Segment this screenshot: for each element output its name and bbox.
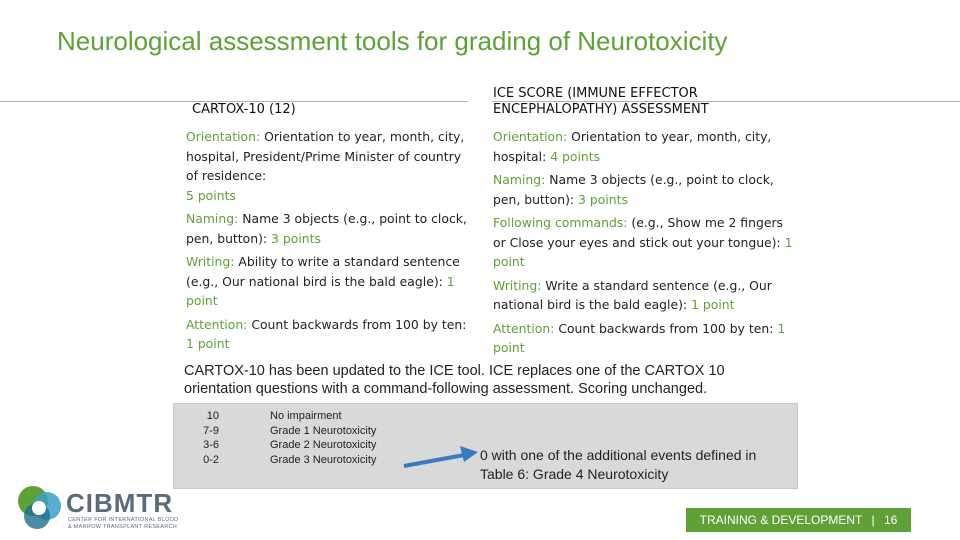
criterion-label: Naming: (186, 211, 239, 226)
logo-tagline-line: & MARROW TRANSPLANT RESEARCH (68, 524, 178, 530)
cartox-writing (186, 252, 473, 311)
criterion-text: Orientation to year, month, city, hospital: (493, 129, 772, 164)
ice-following-commands (493, 213, 793, 272)
criterion-points: 5 points (186, 187, 236, 203)
grade-label: Grade 1 Neurotoxicity (270, 424, 377, 437)
criterion-points: 1 point (186, 273, 455, 308)
grade-label: Grade 2 Neurotoxicity (270, 439, 377, 451)
ice-attention (493, 319, 793, 358)
criterion-points: 1 point (493, 234, 793, 269)
grade-label: No impairment (270, 410, 342, 422)
criterion-text: Count backwards from 100 by ten: (554, 320, 778, 336)
cartox-naming (186, 209, 473, 248)
criterion-label: Following commands: (493, 215, 628, 230)
criterion-points: 3 points (271, 230, 321, 246)
criterion-label: Naming: (493, 172, 546, 187)
score-list (195, 409, 219, 467)
criterion-points: 1 point (493, 320, 786, 355)
score-value: 0-2 (203, 453, 219, 466)
score-value: 7-9 (203, 424, 219, 437)
criterion-label: Attention: (493, 320, 555, 336)
cartox-criteria (186, 127, 473, 358)
score-value: 10 (206, 410, 219, 422)
criterion-label: Orientation: (493, 129, 568, 144)
logo-wordmark: CIBMTR (66, 488, 174, 518)
criterion-text: Count backwards from 100 by ten: (247, 316, 467, 332)
criterion-label: Writing: (493, 277, 542, 293)
criterion-label: Attention: (186, 316, 248, 332)
cartox-heading: CARTOX-10 (12) (192, 102, 296, 117)
ice-criteria (493, 127, 793, 362)
footer-label: TRAINING & DEVELOPMENT (699, 513, 863, 527)
cartox-attention (186, 315, 473, 354)
criterion-text: Name 3 objects (e.g., point to clock, pen, button): (186, 211, 467, 246)
criterion-label: Writing: (186, 254, 235, 269)
criterion-text: (e.g., Show me 2 fingers or Close your eyes and stick out your tongue): (493, 215, 785, 250)
score-value: 3-6 (203, 439, 219, 451)
footer-separator: | (871, 513, 875, 527)
ice-naming (493, 170, 793, 209)
criterion-points: 4 points (550, 148, 601, 164)
grade-list (270, 409, 376, 467)
criterion-points: 1 point (186, 336, 230, 351)
slide-title: Neurological assessment tools for grading of Neurotoxicity (57, 26, 728, 56)
logo-tagline (68, 517, 178, 531)
criterion-points: 3 points (578, 191, 628, 207)
criterion-text: Ability to write a standard sentence (e.g., Our national bird is the bald eagle): (186, 254, 460, 289)
ice-orientation (493, 127, 793, 166)
criterion-text: Name 3 objects (e.g., point to clock, pen, button): (493, 172, 774, 207)
criterion-text: Write a standard sentence (e.g., Our national bird is the bald eagle): (493, 277, 772, 312)
ice-writing (493, 276, 793, 315)
criterion-points: 1 point (691, 297, 735, 312)
criterion-text: Orientation to year, month, city, hospital, President/Prime Minister of country of residence: (186, 129, 465, 183)
ice-heading: ICE SCORE (IMMUNE EFFECTOR ENCEPHALOPATHY) ASSESSMENT (493, 86, 709, 117)
grade4-text: 0 with one of the additional events defined in Table 6: Grade 4 Neurotoxicity (480, 447, 757, 482)
grade-label: Grade 3 Neurotoxicity (270, 453, 377, 466)
page-number: 16 (883, 513, 898, 527)
cartox-orientation (186, 127, 473, 205)
cibmtr-logo-icon (16, 484, 64, 532)
logo-tagline-line: CENTER FOR INTERNATIONAL BLOOD (68, 517, 179, 523)
footer-badge (686, 508, 911, 532)
arrow-right-icon (402, 444, 480, 470)
criterion-label: Orientation: (186, 129, 261, 144)
update-note: CARTOX-10 has been updated to the ICE tool. ICE replaces one of the CARTOX 10 orientation questions with a command-following assessment. Scoring unchanged. (184, 363, 725, 397)
